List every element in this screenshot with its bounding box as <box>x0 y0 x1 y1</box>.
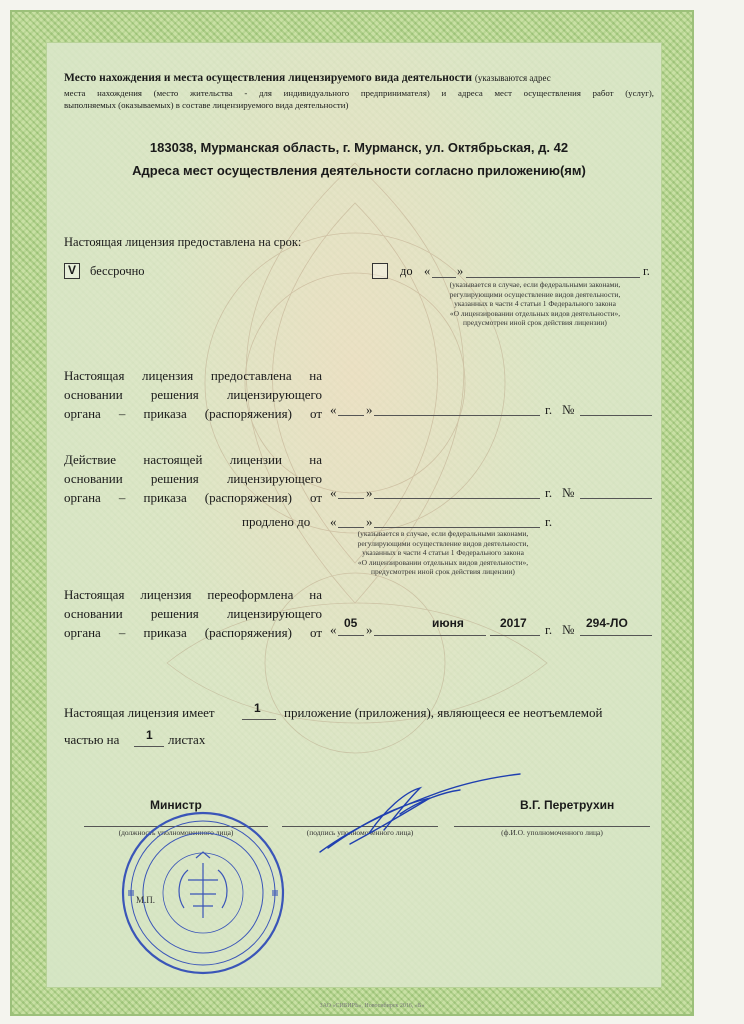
reissued-quote-open: « <box>330 622 337 637</box>
location-heading-title: Место нахождения и места осуществления лицензируемого вида деятельности <box>64 72 473 84</box>
reissued-year-suffix: г. <box>545 622 553 637</box>
until-date-line <box>466 277 640 278</box>
main-address: 183038, Мурманская область, г. Мурманск, ул. Октябрьская, д. 42 <box>149 140 569 155</box>
extended-note-line: предусмотрен иной срок действия лицензии) <box>371 567 515 576</box>
appendix-text-before: Настоящая лицензия имеет <box>64 705 215 720</box>
extended-line-2: основании решения лицензирующего <box>64 471 322 486</box>
until-quote-open: « <box>424 264 431 278</box>
granted-year-suffix: г. <box>545 402 553 417</box>
extended-year-suffix: г. <box>545 485 553 500</box>
handwritten-signature <box>310 770 530 860</box>
position-caption: (должность уполномоченного лица) <box>118 828 234 837</box>
until-note <box>426 280 644 328</box>
until-quote-close: » <box>457 264 464 278</box>
until-checkbox <box>372 263 388 279</box>
extended-note-line: «О лицензировании отдельных видов деятельности», <box>357 557 529 567</box>
indefinite-label: бессрочно <box>90 264 145 278</box>
extended-line-3: органа – приказа (распоряжения) от <box>64 490 322 505</box>
granted-day-line <box>338 415 364 416</box>
name-caption: (ф.И.О. уполномоченного лица) <box>501 828 603 837</box>
granted-number-sign: № <box>562 402 575 417</box>
until-label: до <box>400 264 413 278</box>
extended-to-day-line <box>338 527 364 528</box>
signatory-name: В.Г. Перетрухин <box>520 798 615 812</box>
until-year-suffix: г. <box>643 264 650 278</box>
reissued-month-line <box>374 635 486 636</box>
appendix-text-after: приложение (приложения), являющееся ее неотъемлемой <box>284 705 603 720</box>
appendix-text-part: частью на <box>64 732 120 747</box>
until-note-line: предусмотрен иной срок действия лицензии) <box>463 318 607 327</box>
until-note-line: «О лицензировании отдельных видов деятельности», <box>449 308 621 318</box>
indefinite-checkbox <box>64 263 80 279</box>
reissued-line-3: органа – приказа (распоряжения) от <box>64 625 322 640</box>
activity-addresses: Адреса мест осуществления деятельности согласно приложению(ям) <box>132 163 586 178</box>
granted-quote-close: » <box>366 402 373 417</box>
reissued-year-line <box>490 635 540 636</box>
location-heading-note-1: (указываются адрес <box>474 73 551 83</box>
granted-line-1: Настоящая лицензия предоставлена на <box>64 368 322 383</box>
reissued-number-line <box>580 635 652 636</box>
extended-to-year-suffix: г. <box>545 514 553 529</box>
appendix-sheets-label: листах <box>168 732 206 747</box>
extended-date-line <box>374 498 540 499</box>
printer-line: ЗАО «СИБИРЬ», Новосибирск 2016, «Б» <box>319 1003 425 1009</box>
reissued-line-1: Настоящая лицензия переоформлена на <box>64 587 322 602</box>
stamp-place-label: М.П. <box>136 895 156 905</box>
location-heading-note-3: выполняемых (оказываемых) в составе лицензируемого вида деятельности) <box>64 100 349 110</box>
extended-day-line <box>338 498 364 499</box>
extended-note-line: указанных в части 4 статьи 1 Федерального закона <box>362 548 524 557</box>
until-note-line: регулирующими осуществление видов деятельности, <box>449 289 621 299</box>
granted-quote-open: « <box>330 402 337 417</box>
extended-to-quote-open: « <box>330 514 337 529</box>
extended-quote-open: « <box>330 485 337 500</box>
reissued-month: июня <box>432 616 464 630</box>
granted-number-line <box>580 415 652 416</box>
reissued-day: 05 <box>344 616 358 630</box>
granted-date-line <box>374 415 540 416</box>
reissued-number-sign: № <box>562 622 575 637</box>
location-heading <box>64 72 654 85</box>
extended-to-quote-close: » <box>366 514 373 529</box>
indefinite-check-mark: V <box>68 263 77 277</box>
extended-quote-close: » <box>366 485 373 500</box>
extended-note-line: (указывается в случае, если федеральными законами, <box>357 529 529 538</box>
granted-line-2: основании решения лицензирующего <box>64 387 322 402</box>
appendix-count-line <box>242 719 276 720</box>
reissued-day-line <box>338 635 364 636</box>
term-label: Настоящая лицензия предоставлена на срок: <box>64 235 302 249</box>
until-day-line <box>432 277 456 278</box>
extended-note-line: регулирующими осуществление видов деятельности, <box>357 538 529 548</box>
official-round-stamp <box>118 808 288 978</box>
reissued-number: 294-ЛО <box>586 616 628 630</box>
extended-block <box>64 450 322 507</box>
granted-block <box>64 366 322 423</box>
extended-number-line <box>580 498 652 499</box>
appendix-sheets: 1 <box>146 728 153 742</box>
until-note-line: указанных в части 4 статьи 1 Федерального закона <box>454 299 616 308</box>
reissued-block <box>64 585 322 642</box>
appendix-count: 1 <box>254 701 261 715</box>
reissued-line-2: основании решения лицензирующего <box>64 606 322 621</box>
location-heading-note-2: места нахождения (место жительства - для индивидуального предпринимателя) и адреса мест осуществления работ (услуг), <box>64 88 654 98</box>
extended-to-date-line <box>374 527 540 528</box>
extended-note <box>330 529 556 577</box>
extended-line-1: Действие настоящей лицензии на <box>64 452 322 467</box>
signatory-position: Министр <box>150 798 202 812</box>
granted-line-3: органа – приказа (распоряжения) от <box>64 406 322 421</box>
extended-to-label: продлено до <box>242 514 311 529</box>
extended-number-sign: № <box>562 485 575 500</box>
signature-caption: (подпись уполномоченного лица) <box>306 828 414 837</box>
ornamental-border <box>10 10 694 1016</box>
reissued-year: 2017 <box>500 616 527 630</box>
until-note-line: (указывается в случае, если федеральными законами, <box>449 280 621 289</box>
reissued-quote-close: » <box>366 622 373 637</box>
appendix-sheets-line <box>134 746 164 747</box>
